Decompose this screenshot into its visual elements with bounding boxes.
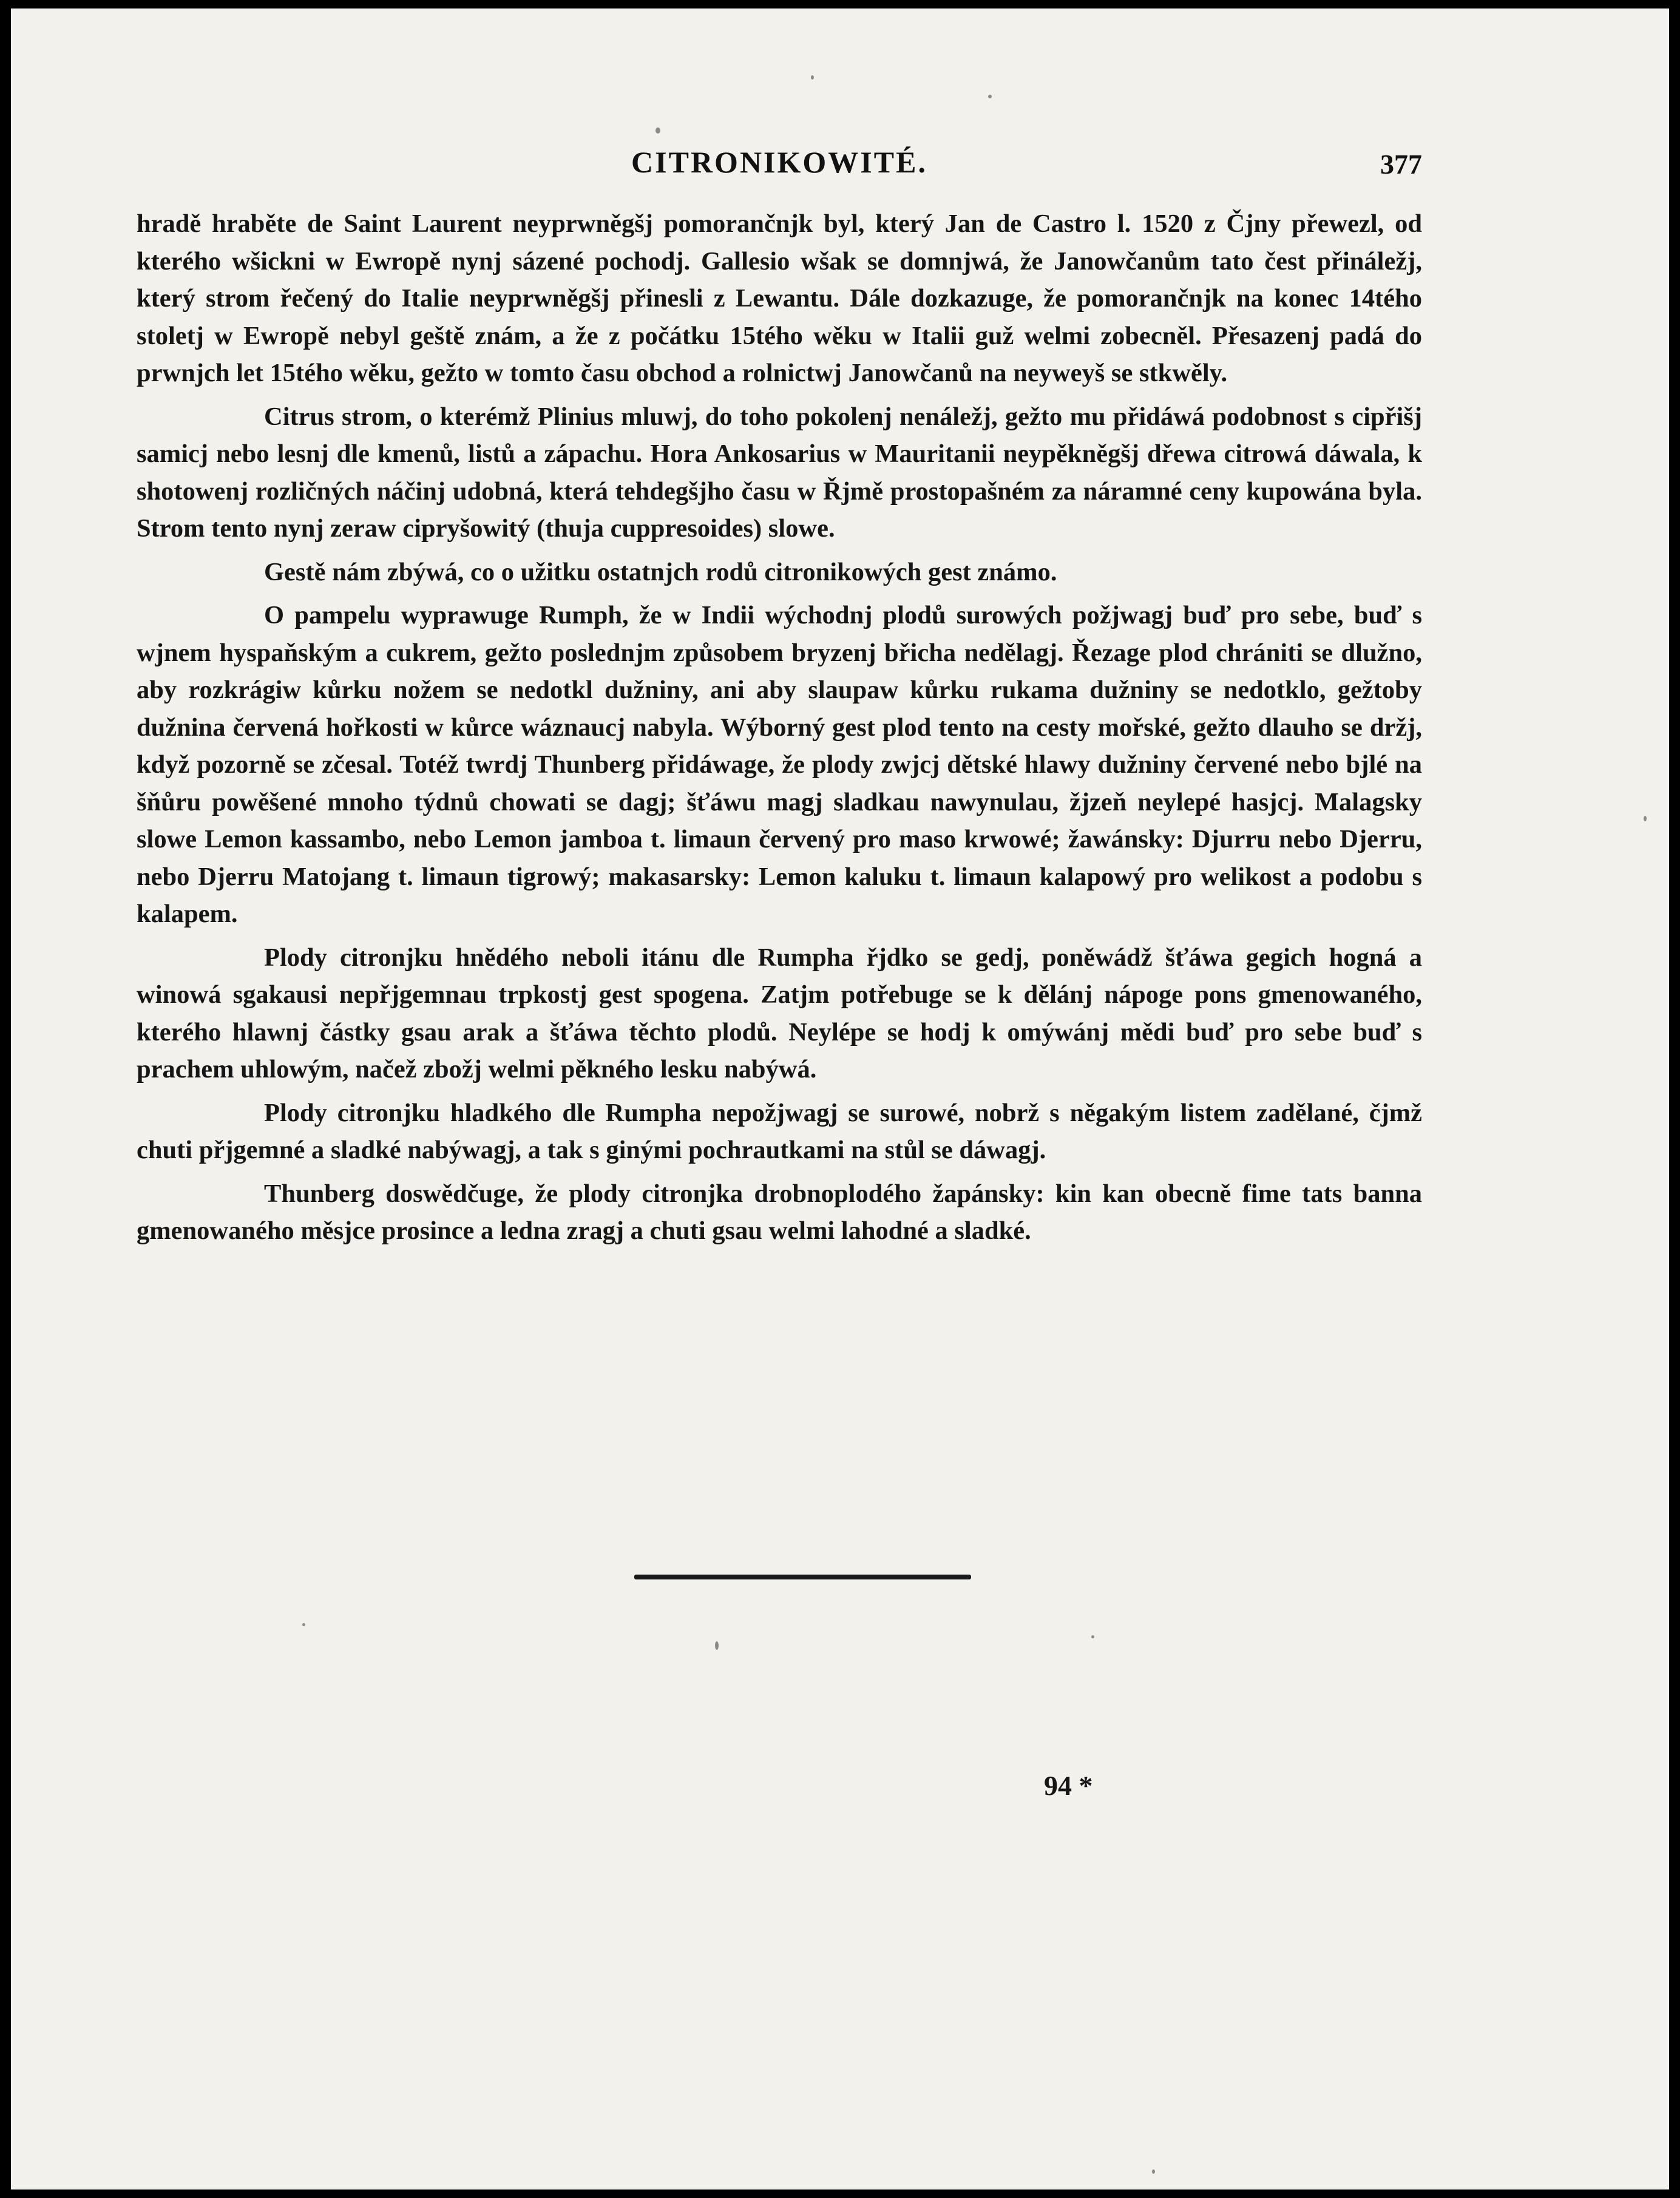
paragraph-4: O pampelu wyprawuge Rumph, že w Indii wýchodnj plodů surowých požjwagj buď pro sebe, buď s wjnem hyspaňským a cukrem, gežto poslednjm způsobem bryzenj břicha nedělagj. Řezage plod chrániti se dlužno, aby rozkrágiw kůrku nožem se nedotkl dužniny, ani aby slaupaw kůrku rukama dužniny se nedotklo, gežtoby dužnina červená hořkosti w kůrce wáznaucj nabyla. Wýborný gest plod tento na cesty mořské, gežto dlauho se držj, když pozorně se zčesal. Totéž twrdj Thunberg přidáwage, že plody zwjcj dětské hlawy dužniny červené nebo bjlé na šňůru powěšené mnoho týdnů chowati se dagj; šťáwu magj sladkau nawynulau, žjzeň neylepé hasjcj. Malagsky slowe Lemon kassambo, nebo Lemon jamboa t. limaun červený pro maso krwowé; žawánsky: Djurru nebo Djerru, nebo Djerru Matojang t. limaun tigrowý; makasarsky: Lemon kaluku t. limaun kalapowý pro welikost a podobu s kalapem. [137,601,1422,928]
page-number: 377 [1380,149,1422,180]
body-text [137,205,1422,1256]
paragraph-2: Citrus strom, o kterémž Plinius mluwj, do toho pokolenj nenáležj, gežto mu přidáwá podobnost s cipřišj samicj nebo lesnj dle kmenů, listů a zápachu. Hora Ankosarius w Mauritanii neypěkněgšj dřewa citrowá dáwala, k shotowenj rozličných náčinj udobná, která tehdegšjho času w Řjmě prostopašném za náramné ceny kupowána byla. Strom tento nynj zeraw cipryšowitý (thuja cuppresoides) slowe. [137,402,1422,543]
section-rule [634,1575,971,1579]
paragraph-1: hradě hraběte de Saint Laurent neyprwněgšj pomorančnjk byl, který Jan de Castro l. 1520 z Čjny přewezl, od kterého wšickni w Ewropě nynj sázené pochodj. Gallesio wšak se domnjwá, že Janowčanům tato čest přináležj, který strom řečený do Italie neyprwněgšj přinesli z Lewantu. Dále dozkazuge, že pomorančnjk na konec 14tého stoletj w Ewropě nebyl geště znám, a že z počátku 15tého wěku w Italii guž welmi zobecněl. Přesazenj padá do prwnjch let 15tého wěku, gežto w tomto času obchod a rolnictwj Janowčanů na neyweyš se stkwěly. [137,209,1422,387]
paragraph-3: Gestě nám zbýwá, co o užitku ostatnjch rodů citronikowých gest známo. [264,557,1057,586]
signature-mark: 94 * [1044,1770,1093,1801]
paragraph-6: Plody citronjku hladkého dle Rumpha nepožjwagj se surowé, nobrž s něgakým listem zadělané, čjmž chuti přjgemné a sladké nabýwagj, a tak s ginými pochrautkami na stůl se dáwagj. [137,1098,1422,1164]
running-head [137,144,1422,187]
chapter-title: CITRONIKOWITÉ. [631,145,927,179]
paragraph-5: Plody citronjku hnědého neboli itánu dle Rumpha řjdko se gedj, poněwádž šťáwa gegich hogná a winowá sgakausi nepřjgemnau trpkostj gest spogena. Zatjm potřebuge se k dělánj nápoge pons gmenowaného, kterého hlawnj částky gsau arak a šťáwa těchto plodů. Neylépe se hodj k omýwánj mědi buď pro sebe buď s prachem uhlowým, načež zbožj welmi pěkného lesku nabýwá. [137,943,1422,1084]
paragraph-7: Thunberg doswědčuge, že plody citronjka drobnoplodého žapánsky: kin kan obecně fime tats banna gmenowaného měsjce prosince a ledna zragj a chuti gsau welmi lahodné a sladké. [137,1179,1422,1245]
